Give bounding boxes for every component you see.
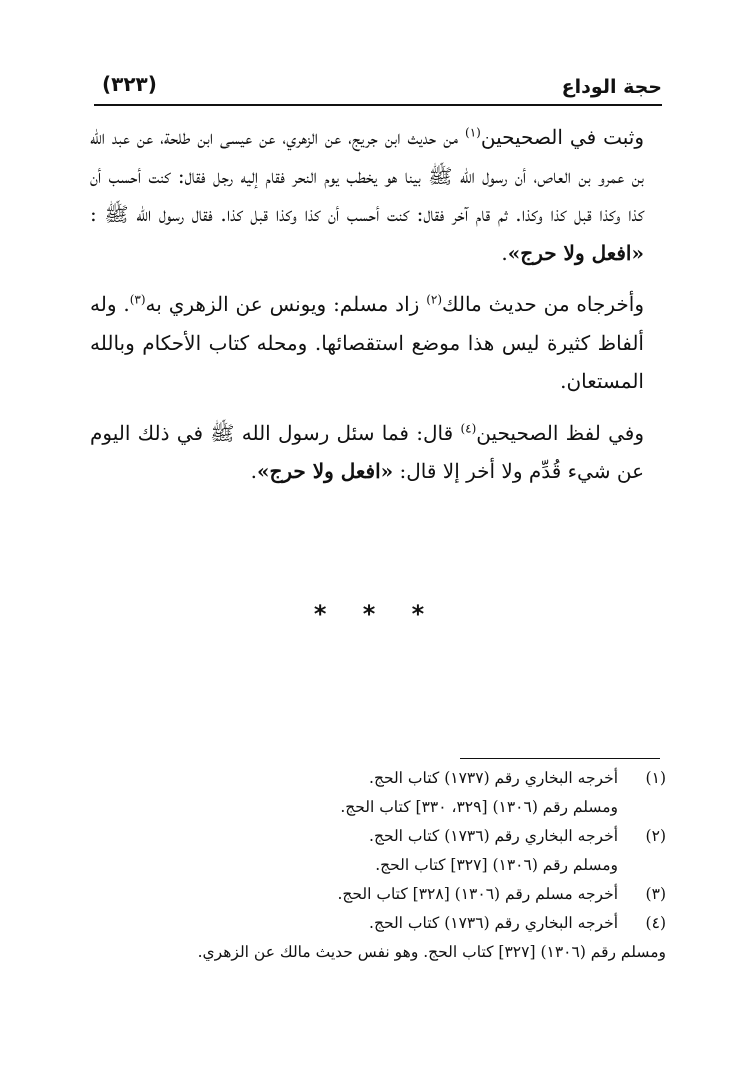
- chapter-title: حجة الوداع: [561, 76, 662, 98]
- section-separator: * * *: [313, 600, 439, 628]
- footnote-1-continued: ومسلم رقم (١٣٠٦) [٣٢٩، ٣٣٠] كتاب الحج.: [340, 798, 618, 816]
- footnote-3: [100, 880, 666, 909]
- footnote-text: أخرجه مسلم رقم (١٣٠٦) [٣٢٨] كتاب الحج.: [337, 885, 618, 903]
- running-header: [94, 66, 662, 106]
- footnote-text: أخرجه البخاري رقم (١٧٣٦) كتاب الحج.: [369, 914, 618, 932]
- page-number: (٣٢٣): [102, 72, 157, 96]
- footnote-number: (٣): [645, 885, 666, 903]
- paragraph-1: وثبت في الصحيحين$^{(١)}$ من حديث ابن جريج، عن الزهري، عن عيسى ابن طلحة، عن عبد الله بن عمرو بن العاص، أن رسول الله ﷺ بينا هو يخطب يوم النحر فقام إليه رجل فقال: كنت أحسب أن كذا وكذا قبل كذا وكذا. ثم قام آخر فقال: كنت أحسب أن كذا وكذا قبل كذا. فقال رسول الله ﷺ : «افعل ولا حرج».: [90, 125, 645, 265]
- footnote-number: (١): [645, 769, 666, 787]
- footnote-ref-1: (١): [465, 125, 481, 140]
- paragraph-3: وفي لفظ الصحيحين$^{(٤)}$ قال: فما سئل رسول الله ﷺ في ذلك اليوم عن شيء قُدِّم ولا أخر إلا قال: «افعل ولا حرج».: [90, 420, 644, 483]
- header-rule: [94, 104, 662, 106]
- footnote-1: [100, 764, 666, 793]
- footnotes: [100, 764, 666, 967]
- footnote-4: [100, 909, 666, 938]
- paragraph-2: وأخرجاه من حديث مالك$^{(٢)}$ زاد مسلم: ويونس عن الزهري به$^{(٣)}$. وله ألفاظ كثيرة ليس هذا موضع استقصائها. ومحله كتاب الأحكام وبالله المستعان.: [90, 292, 644, 393]
- footnote-ref-2: (٢): [426, 292, 443, 307]
- footnote-text: أخرجه البخاري رقم (١٧٣٧) كتاب الحج.: [369, 769, 618, 787]
- footnote-text: أخرجه البخاري رقم (١٧٣٦) كتاب الحج.: [369, 827, 618, 845]
- footnote-rule: [460, 758, 660, 759]
- footnote-number: (٤): [645, 914, 666, 932]
- footnote-number: (٢): [645, 827, 666, 845]
- main-text: [90, 118, 670, 491]
- footnote-2: [100, 822, 666, 851]
- footnote-ref-4: (٤): [460, 420, 477, 435]
- footnote-4-continued: ومسلم رقم (١٣٠٦) [٣٢٧] كتاب الحج. وهو نفس حديث مالك عن الزهري.: [197, 943, 666, 961]
- footnote-2-continued: ومسلم رقم (١٣٠٦) [٣٢٧] كتاب الحج.: [375, 856, 618, 874]
- footnote-ref-3: (٣): [129, 292, 146, 307]
- hadith-quote: «افعل ولا حرج»: [256, 459, 394, 483]
- hadith-quote: «افعل ولا حرج»: [507, 240, 644, 265]
